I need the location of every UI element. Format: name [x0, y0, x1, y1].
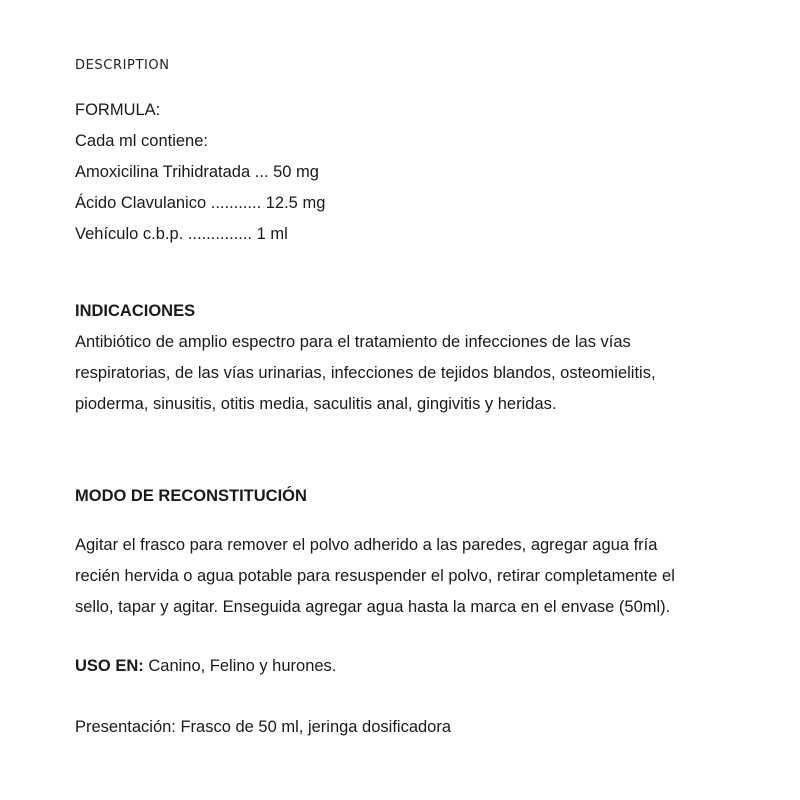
- uso-value: Canino, Felino y hurones.: [143, 657, 337, 675]
- text-line: recién hervida o agua potable para resuspender el polvo, retirar completamente el: [75, 567, 675, 585]
- presentacion-line: Presentación: Frasco de 50 ml, jeringa dosificadora: [75, 718, 452, 736]
- formula-title: FORMULA:: [75, 101, 161, 119]
- indicaciones-heading: INDICACIONES: [75, 302, 196, 320]
- formula-item: Amoxicilina Trihidratada ... 50 mg: [75, 163, 319, 181]
- reconstitucion-heading: MODO DE RECONSTITUCIÓN: [75, 487, 307, 505]
- formula-item: Vehículo c.b.p. .............. 1 ml: [75, 225, 288, 243]
- reconstitucion-text: [75, 530, 740, 623]
- formula-item: Ácido Clavulanico ........... 12.5 mg: [75, 194, 326, 212]
- text-line: pioderma, sinusitis, otitis media, saculitis anal, gingivitis y heridas.: [75, 395, 557, 413]
- text-line: Agitar el frasco para remover el polvo adherido a las paredes, agregar agua fría: [75, 536, 658, 554]
- formula-intro: Cada ml contiene:: [75, 132, 208, 150]
- text-line: Antibiótico de amplio espectro para el tratamiento de infecciones de las vías: [75, 333, 631, 351]
- uso-label: USO EN:: [75, 657, 144, 675]
- text-line: sello, tapar y agitar. Enseguida agregar agua hasta la marca en el envase (50ml).: [75, 598, 671, 616]
- indicaciones-text: [75, 327, 740, 420]
- section-label: DESCRIPTION: [75, 58, 170, 73]
- text-line: respiratorias, de las vías urinarias, infecciones de tejidos blandos, osteomielitis,: [75, 364, 656, 382]
- uso-line: [75, 656, 336, 676]
